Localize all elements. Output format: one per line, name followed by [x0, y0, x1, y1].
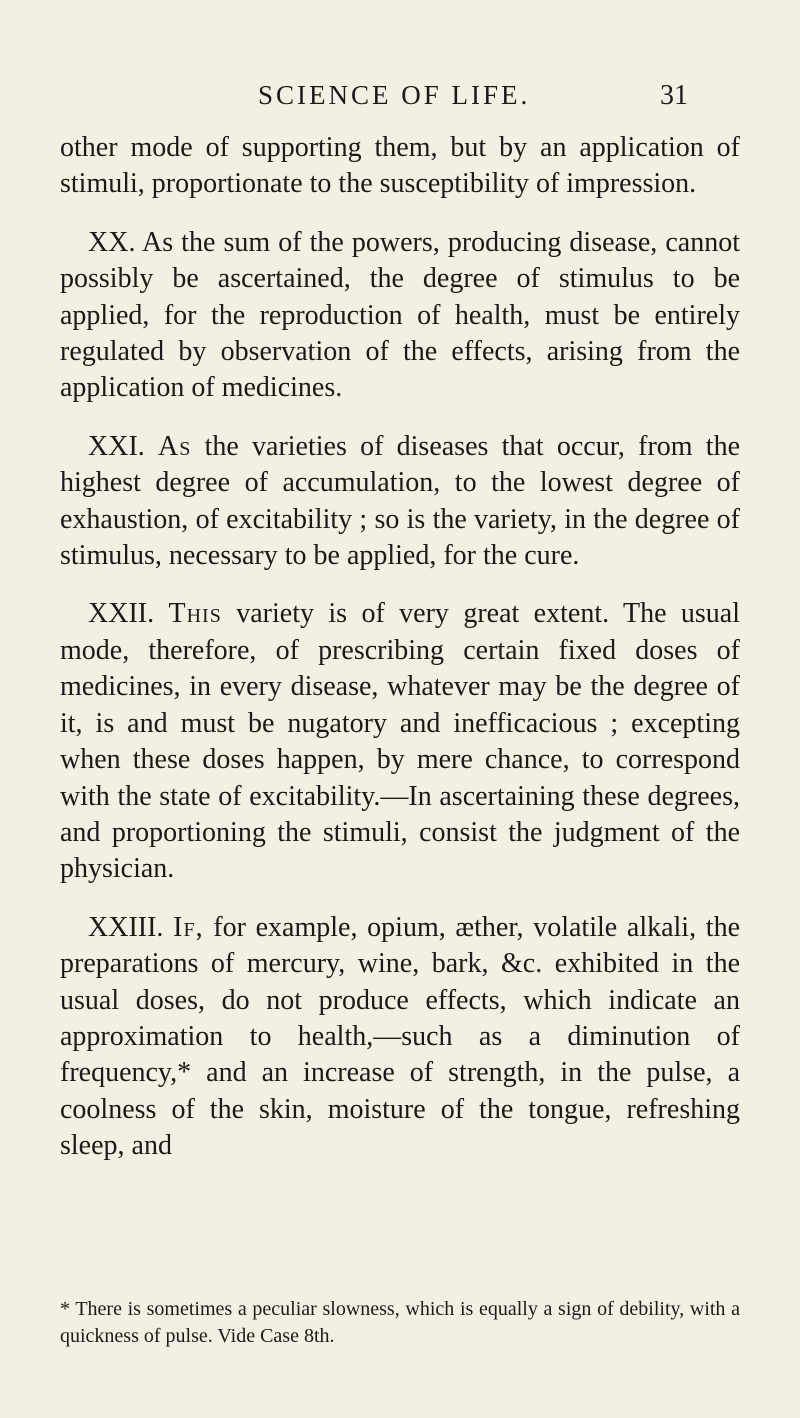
paragraph-text: As the sum of the powers, producing disease, cannot possibly be ascertained, the degree of stimulus to be applied, for the reproduction of health, must be entirely regulated by observation of the effects, arising from the application of medicines.	[60, 226, 740, 404]
running-head: SCIENCE OF LIFE.	[258, 80, 531, 110]
section-number: XXI.	[88, 430, 145, 462]
lead-word: As	[158, 430, 192, 462]
page-number: 31	[660, 80, 688, 111]
body-text	[60, 130, 740, 1165]
lead-word: This	[168, 598, 222, 630]
lead-word: If,	[173, 911, 204, 943]
paragraph-xxi	[60, 429, 740, 575]
paragraph-xxii	[60, 596, 740, 887]
section-number: XXII.	[88, 598, 155, 630]
paragraph-text: the varieties of diseases that occur, from the highest degree of accumulation, to the lowest degree of exhaustion, of excitability ; so is the variety, in the degree of stimulus, necessary to be applied, for the cure.	[60, 430, 740, 572]
footnote: * There is sometimes a peculiar slowness, which is equally a sign of debility, with a quickness of pulse. Vide Case 8th.	[60, 1298, 740, 1347]
paragraph-xx	[60, 225, 740, 407]
section-number: XXIII.	[88, 911, 164, 943]
paragraph-text: other mode of supporting them, but by an application of stimuli, proportionate to the susceptibility of impression.	[60, 132, 740, 200]
paragraph-text: variety is of very great extent. The usual mode, therefore, of prescribing certain fixed doses of medicines, in every disease, whatever may be the degree of it, is and must be nugatory and inefficacious ; excepting when these doses happen, by mere chance, to correspond with the state of excitability.—In ascertaining these degrees, and proportioning the stimuli, consist the judgment of the physician.	[60, 598, 741, 885]
paragraph-xxiii	[60, 910, 740, 1165]
paragraph-continuation	[60, 130, 740, 203]
page-header	[0, 80, 800, 120]
paragraph-text: for example, opium, æther, volatile alkali, the preparations of mercury, wine, bark, &c. exhibited in the usual doses, do not produce effects, which indicate an approximation to health,—such as a diminution of frequency,* and an increase of strength, in the pulse, a coolness of the skin, moisture of the tongue, refreshing sleep, and	[60, 911, 740, 1162]
section-number: XX.	[88, 226, 136, 258]
